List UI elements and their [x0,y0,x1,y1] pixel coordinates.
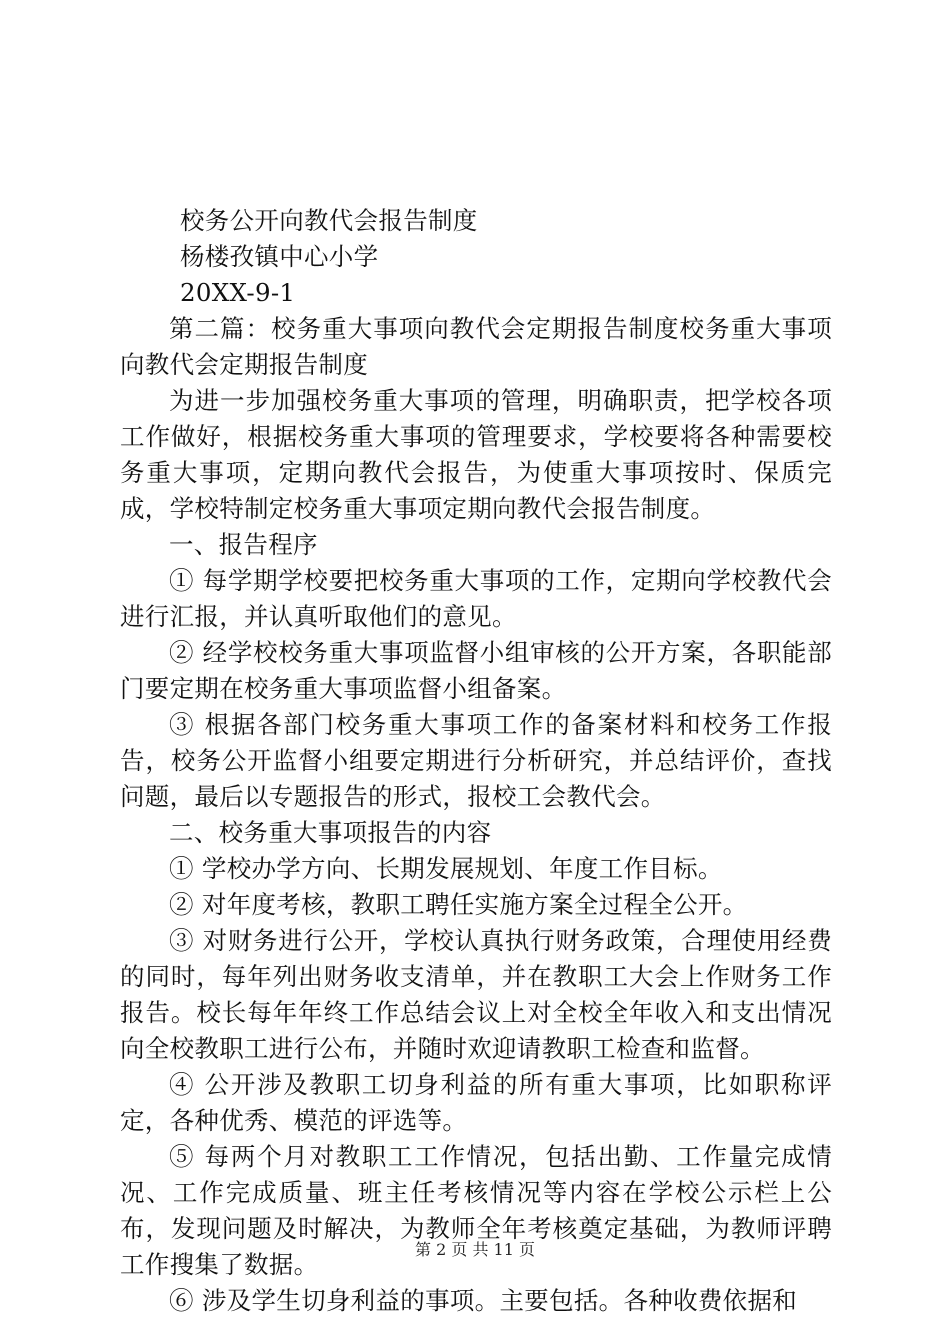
content-item-2: ② 对年度考核，教职工聘任实施方案全过程全公开。 [169,890,748,919]
procedure-item-2: ② 经学校校务重大事项监督小组审核的公开方案，各职能部门要定期在校务重大事项监督小组备案。 [120,638,832,703]
content-item-6: ⑥ 涉及学生切身利益的事项。主要包括。各种收费依据和 [169,1286,798,1315]
section-title-part2: 第二篇：校务重大事项向教代会定期报告制度校务重大事项向教代会定期报告制度 [120,314,832,379]
content-item-4: ④ 公开涉及教职工切身利益的所有重大事项，比如职称评定，各种优秀、模范的评选等。 [120,1070,832,1135]
content-item-5: ⑤ 每两个月对教职工工作情况，包括出勤、工作量完成情况、工作完成质量、班主任考核情况等内容在学校公示栏上公布，发现问题及时解决，为教师全年考核奠定基础，为教师评聘工作搜集了数据。 [120,1142,832,1279]
content-item-1: ① 学校办学方向、长期发展规划、年度工作目标。 [169,854,723,883]
doc-date: 20XX-9-1 [180,278,296,307]
page-footer: 第 2 页 共 11 页 [415,1240,535,1259]
content-item-3: ③ 对财务进行公开，学校认真执行财务政策，合理使用经费的同时，每年列出财务收支清单，并在教职工大会上作财务工作报告。校长每年年终工作总结会议上对全校全年收入和支出情况向全校教职工进行公布，并随时欢迎请教职工检查和监督。 [120,926,832,1063]
heading-report-procedure: 一、报告程序 [169,530,318,559]
intro-paragraph: 为进一步加强校务重大事项的管理，明确职责，把学校各项工作做好，根据校务重大事项的管理要求，学校要将各种需要校务重大事项，定期向教代会报告，为使重大事项按时、保质完成，学校特制定校务重大事项定期向教代会报告制度。 [120,386,832,523]
document-body [120,203,832,1319]
heading-report-content: 二、校务重大事项报告的内容 [169,818,492,847]
procedure-item-3: ③ 根据各部门校务重大事项工作的备案材料和校务工作报告，校务公开监督小组要定期进行分析研究，并总结评价，查找问题，最后以专题报告的形式，报校工会教代会。 [120,710,832,811]
procedure-item-1: ① 每学期学校要把校务重大事项的工作，定期向学校教代会进行汇报，并认真听取他们的意见。 [120,566,832,631]
doc-title: 校务公开向教代会报告制度 [180,206,478,235]
school-name: 杨楼孜镇中心小学 [180,242,379,271]
